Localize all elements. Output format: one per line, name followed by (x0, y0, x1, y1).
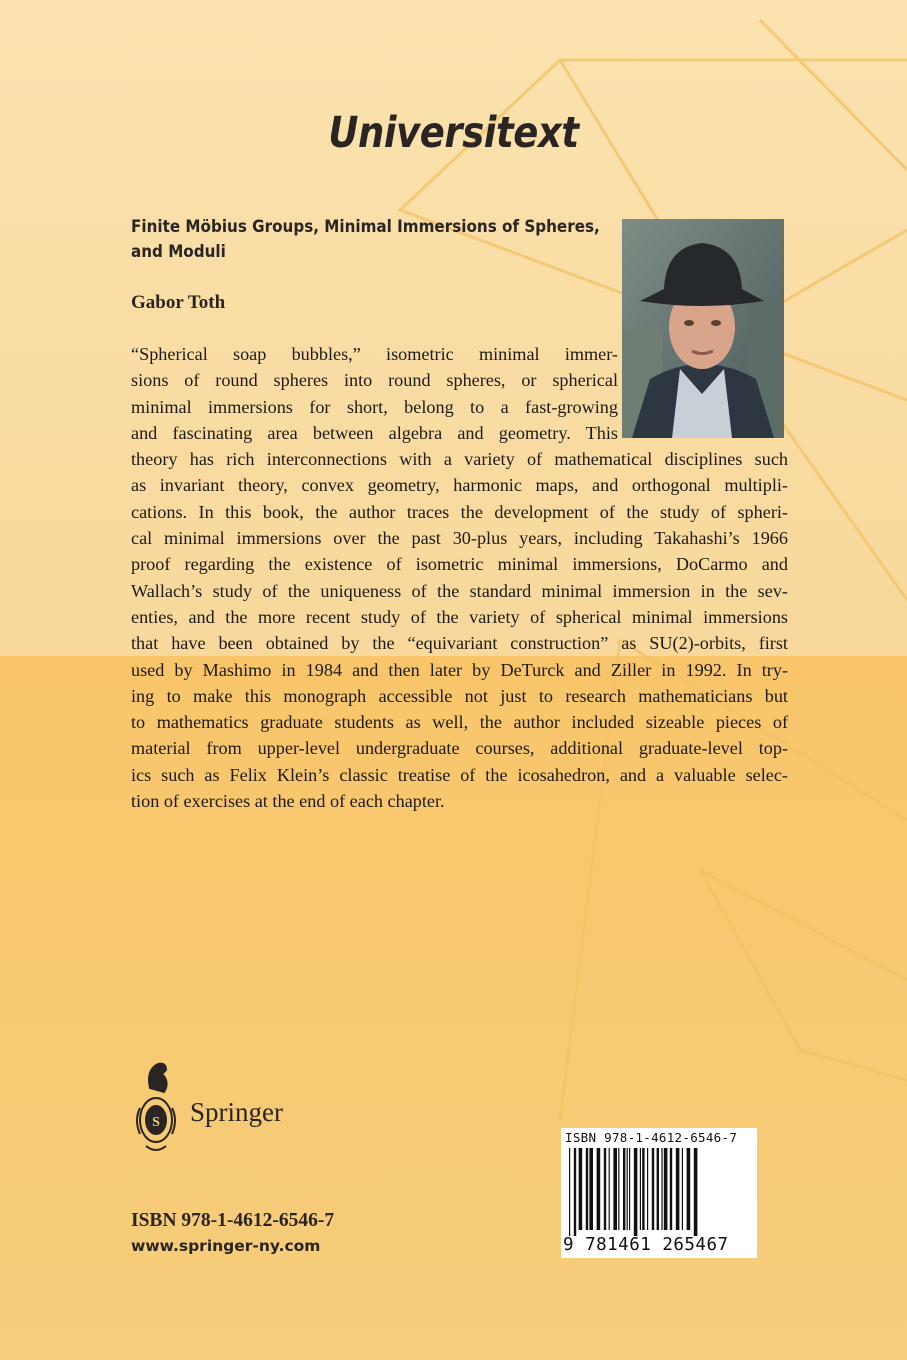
barcode-bar (613, 1148, 617, 1230)
description-line: “Spherical soap bubbles,” isometric minimal immer- (131, 344, 618, 364)
description-line: and fascinating area between algebra and geometry. This (131, 422, 618, 443)
barcode-bar (627, 1148, 628, 1230)
description-line: sions of round spheres into round spheres, or spherical (131, 370, 618, 391)
barcode-bar (661, 1148, 662, 1230)
description-line: tion of exercises at the end of each chapter. (131, 791, 445, 812)
barcode-bar (676, 1148, 680, 1230)
description-line: to mathematics graduate students as well, the author included sizeable pieces of (131, 712, 788, 733)
description-line: ics such as Felix Klein’s classic treatise of the icosahedron, and a valuable selec- (131, 764, 788, 785)
publisher-website: www.springer-ny.com (131, 1237, 321, 1255)
barcode-bar (687, 1148, 691, 1230)
barcode-bar (604, 1148, 606, 1230)
barcode-bar (647, 1148, 648, 1230)
description-line: used by Mashimo in 1984 and then later by DeTurck and Ziller in 1992. In try- (131, 659, 788, 680)
book-title (131, 214, 600, 264)
description-line: as invariant theory, convex geometry, harmonic maps, and orthogonal multipli- (131, 475, 788, 496)
barcode-bar (618, 1148, 619, 1230)
barcode-label: ISBN 978-1-4612-6546-7 (565, 1130, 738, 1145)
barcode-bar (634, 1148, 638, 1236)
barcode-digits: 9 781461 265467 (563, 1235, 729, 1255)
description-line: enties, and the more recent study of the variety of spherical minimal immersions (131, 606, 788, 627)
barcode-bar (652, 1148, 654, 1230)
barcode-bar (629, 1148, 630, 1230)
isbn-barcode (561, 1128, 757, 1258)
series-title: Universitext (328, 108, 579, 158)
isbn-number: ISBN 978-1-4612-6546-7 (131, 1210, 335, 1231)
description-line: material from upper-level undergraduate courses, additional graduate-level top- (131, 738, 788, 759)
knight-horse-logo-icon (132, 1058, 180, 1158)
book-title-line: and Moduli (131, 242, 226, 261)
barcode-bar (694, 1148, 698, 1236)
barcode-bar (657, 1148, 659, 1230)
barcode-bar (682, 1148, 683, 1230)
book-description (131, 341, 788, 814)
barcode-bar (670, 1148, 672, 1230)
barcode-bar (579, 1148, 583, 1230)
barcode-bars (565, 1148, 753, 1236)
description-line: theory has rich interconnections with a variety of mathematical disciplines such (131, 449, 788, 470)
barcode-bar (640, 1148, 641, 1230)
description-line: cal minimal immersions over the past 30-plus years, including Takahashi’s 1966 (131, 528, 788, 549)
description-line: cations. In this book, the author traces the development of the study of spheri- (131, 501, 788, 522)
description-line: proof regarding the existence of isometric minimal immersions, DoCarmo and (131, 554, 788, 575)
author-name: Gabor Toth (131, 292, 226, 313)
barcode-bar (664, 1148, 668, 1230)
barcode-bar (586, 1148, 588, 1230)
barcode-bar (574, 1148, 576, 1236)
book-title-line: Finite Möbius Groups, Minimal Immersions of Spheres, (131, 217, 600, 236)
barcode-bar (589, 1148, 593, 1230)
description-line: Wallach’s study of the uniqueness of the standard minimal immersion in the sev- (131, 580, 788, 601)
barcode-bar (623, 1148, 625, 1230)
barcode-bar (642, 1148, 644, 1230)
barcode-bar (609, 1148, 610, 1230)
description-line: minimal immersions for short, belong to a fast-growing (131, 396, 618, 417)
description-line: ing to make this monograph accessible not just to research mathematicians but (131, 685, 788, 706)
description-line: that have been obtained by the “equivariant construction” as SU(2)-orbits, first (131, 633, 788, 654)
barcode-bar (597, 1148, 601, 1230)
publisher-name: Springer (190, 1097, 283, 1127)
barcode-bar (569, 1148, 570, 1236)
svg-text:S: S (152, 1115, 160, 1130)
